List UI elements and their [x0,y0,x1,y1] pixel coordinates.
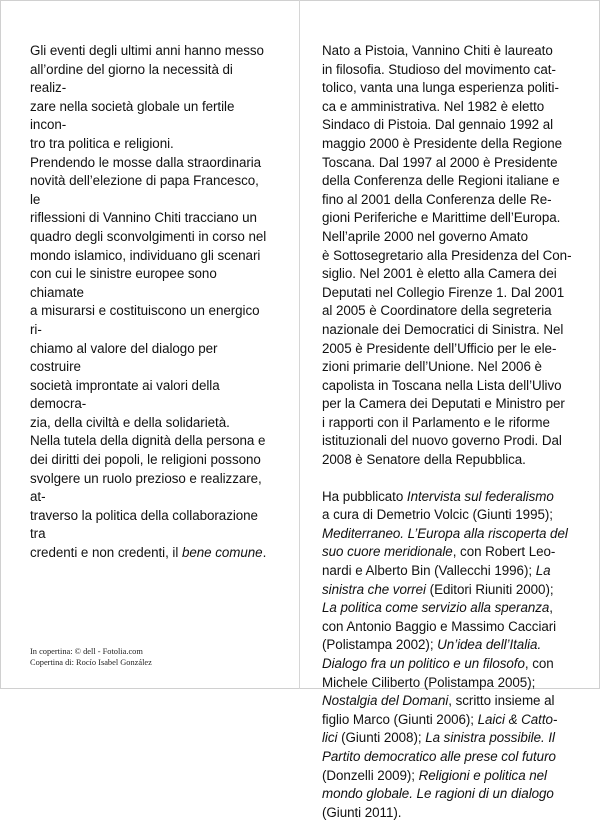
flap-fold-divider [299,0,300,689]
pub-details: , con Michele Ciliberto (Polistampa 2005); [322,656,554,690]
summary-paragraph: Prendendo le mosse dalla straordinaria novità dell’elezione di papa Francesco, le riflessioni di Vannino Chiti tracciano un quadro degli sconvolgimenti in corso nel mondo islamico, individuano gli scenari con cui le sinistre europee sono chiamate a misurarsi e costituiscono un energico ri- chiamo al valore del dialogo per costruire società improntate ai valori della democra- zia, della civiltà e della solidarietà. [30,154,267,430]
conclusion-italic-phrase: bene comune [181,545,263,561]
pub-details: (Giunti 2011). [322,804,402,820]
pub-title: Mediterraneo. L’Europa alla riscoperta del suo cuore meridionale [322,525,568,560]
pub-title: La sinistra che vorrei [322,563,551,597]
author-biography: Nato a Pistoia, Vannino Chiti è laureato in filosofia. Studioso del movimento cat- tolico, vanta una lunga esperienza politi- ca e amministrativa. Nel 1982 è eletto Sindaco di Pistoia. Dal gennaio 1992 al maggio 2000 è Presidente della Regione Toscana. Dal 1997 al 2000 è Presidente della Conferenza delle Regioni italiane e fino al 2001 della Conferenza delle Re- gioni Periferiche e Marittime dell’Europa. Nell’aprile 2000 nel governo Amato è Sottosegretario alla Presidenza del Con- siglio. Nel 2001 è eletto alla Camera dei Deputati nel Collegio Firenze 1. Dal 2001 al 2005 è Coordinatore della segreteria nazionale dei Democratici di Sinistra. Nel 2005 è Presidente dell’Ufficio per le ele- zioni primarie dell’Unione. Nel 2006 è capolista in Toscana nella Lista dell’Ulivo per la Camera dei Deputati e Ministro per i rapporti con il Parlamento e le riforme istituzionali del nuovo governo Prodi. Dal 2008 è Senatore della Repubblica. [322,43,572,468]
pub-details: , scritto insieme al figlio Marco (Giunti 2006); [322,693,555,727]
publications-list [322,488,578,822]
front-flap-text [30,42,268,563]
pub-details: a cura di Demetrio Volcic (Giunti 1995); [322,507,553,523]
pub-details: , con Antonio Baggio e Massimo Cacciari (Polistampa 2002); [322,600,557,653]
pub-title: Un’idea dell’Italia. Dialogo fra un politico e un filosofo [322,637,542,671]
pub-details: , con Robert Leo- nardi e Alberto Bin (Vallecchi 1996); [322,544,556,579]
conclusion-text: Nella tutela della dignità della persona e dei diritti dei popoli, le religioni possono svolgere un ruolo prezioso e realizzare, at- traverso la politica della collaborazione tra credenti e non credenti, il [30,433,266,561]
pub-details: (Donzelli 2009); [322,767,415,783]
cover-photo-credit: In copertina: © dell - Fotolia.com [30,647,143,656]
pub-lead: Ha pubblicato [322,488,407,504]
pub-title: Intervista sul federalismo [406,488,554,504]
back-flap-text [322,42,578,822]
pub-details: (Editori Riuniti 2000); [429,581,554,597]
cover-credits [30,646,290,668]
pub-title: Laici & Catto- lici [322,711,558,746]
pub-title: Nostalgia del Domani [322,693,449,709]
conclusion-paragraph [30,432,268,562]
pub-title: La politica come servizio alla speranza [322,600,550,616]
intro-paragraph: Gli eventi degli ultimi anni hanno messo all’ordine del giorno la necessità di realiz- zare nella società globale un fertile incon- tro tra politica e religioni. [30,43,264,151]
pub-title: La sinistra possibile. Il Partito democratico alle prese col futuro [322,730,556,764]
cover-design-credit: Copertina di: Rocío Isabel González [30,658,152,667]
pub-details: (Giunti 2008); [337,730,426,746]
pub-title: Religioni e politica nel mondo globale. Le ragioni di un dialogo [322,767,554,802]
conclusion-end: . [262,545,267,561]
paragraph-spacer [322,470,578,488]
